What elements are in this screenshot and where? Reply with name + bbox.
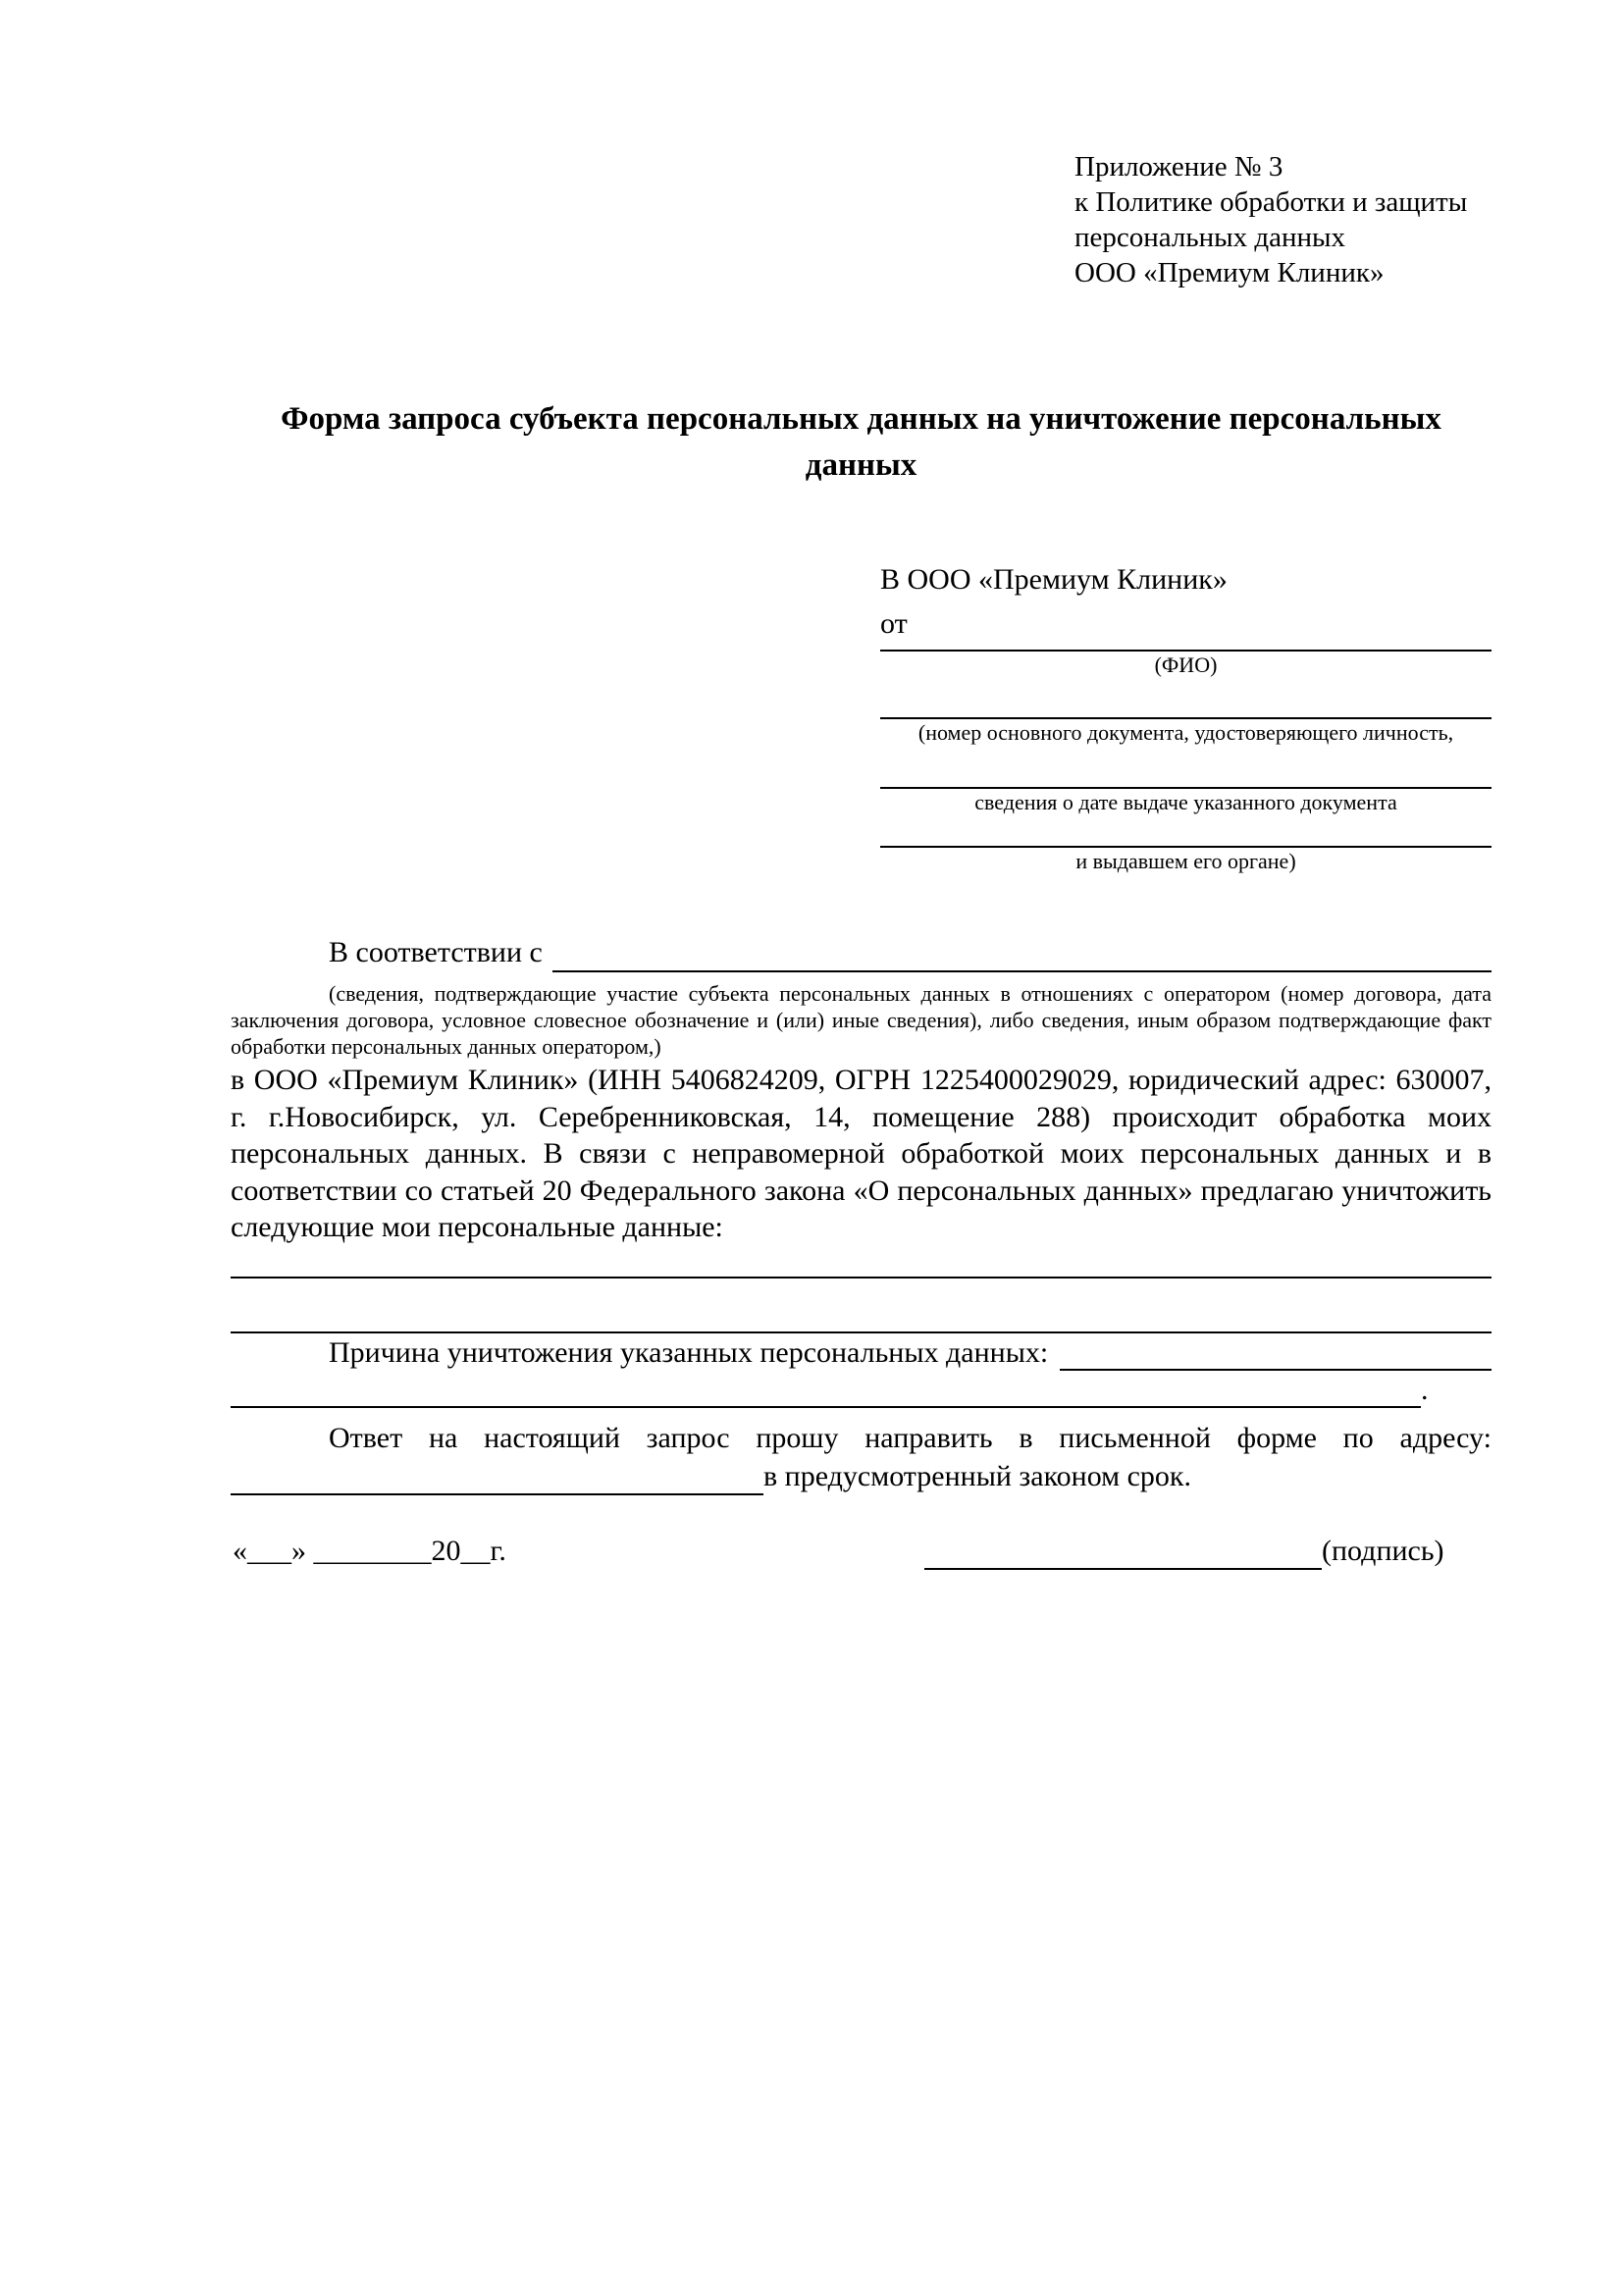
fio-blank-line	[880, 637, 1492, 652]
fio-caption: (ФИО)	[1154, 652, 1218, 677]
issue-date-caption: сведения о дате выдаче указанного документа	[974, 790, 1397, 814]
signature-caption: (подпись)	[1322, 1535, 1444, 1567]
signature-blank-line	[924, 1533, 1322, 1570]
response-address-row	[231, 1458, 1492, 1495]
document-number-caption: (номер основного документа, удостоверяющего личность,	[917, 720, 1454, 745]
response-tail: в предусмотренный законом срок.	[763, 1460, 1191, 1492]
accordance-blank-line	[552, 932, 1492, 972]
addressee-org: В ООО «Премиум Клиник»	[880, 563, 1228, 596]
main-paragraph: в ООО «Премиум Клиник» (ИНН 5406824209, ОГРН 1225400029029, юридический адрес: 630007, г. г.Новосибирск, ул. Серебренниковская, 14, помещение 288) происходит обработка моих персональных данных. В связи с неправомерной обработкой моих персональных данных и в соответствии со статьей 20 Федерального закона «О персональных данных» предлагаю уничтожить следующие мои персональные данные:	[231, 1064, 1492, 1243]
reason-continuation-row	[231, 1372, 1492, 1408]
reason-row	[231, 1334, 1492, 1371]
accordance-label: В соответствии с	[329, 936, 543, 968]
data-blank-line-2	[231, 1331, 1492, 1333]
issue-date-blank-line	[880, 747, 1492, 789]
document-number-blank-line	[880, 679, 1492, 719]
response-request-line: Ответ на настоящий запрос прошу направить в письменной форме по адресу:	[329, 1422, 1492, 1454]
appendix-note-line: персональных данных	[1074, 222, 1346, 253]
reason-blank-line	[1060, 1334, 1492, 1371]
appendix-note-line: к Политике обработки и защиты	[1074, 186, 1468, 218]
address-blank-line	[231, 1458, 763, 1495]
appendix-note-line: ООО «Премиум Клиник»	[1074, 257, 1385, 288]
appendix-note	[1074, 149, 1467, 290]
from-label: от	[880, 607, 908, 640]
signature-block	[924, 1533, 1444, 1570]
period-mark: .	[1421, 1374, 1429, 1406]
accordance-row	[231, 932, 1492, 972]
reason-blank-line-2	[231, 1372, 1421, 1408]
fine-print-note: (сведения, подтверждающие участие субъекта персональных данных в отношениях с оператором (номер договора, дата заключения договора, условное словесное обозначение и (или) иные сведения), либо сведения, иным образом подтверждающие факт обработки персональных данных оператором,)	[231, 981, 1492, 1059]
issuing-authority-caption: и выдавшем его органе)	[1075, 849, 1296, 873]
form-title: Форма запроса субъекта персональных данных на уничтожение персональных данных	[281, 401, 1441, 483]
data-blank-line-1	[231, 1277, 1492, 1278]
date-line: «___» ________20__г.	[233, 1535, 506, 1567]
appendix-note-line: Приложение № 3	[1074, 151, 1283, 183]
addressee-block	[880, 561, 1492, 875]
reason-label: Причина уничтожения указанных персональных данных:	[329, 1336, 1049, 1369]
issuing-authority-blank-line	[880, 816, 1492, 848]
